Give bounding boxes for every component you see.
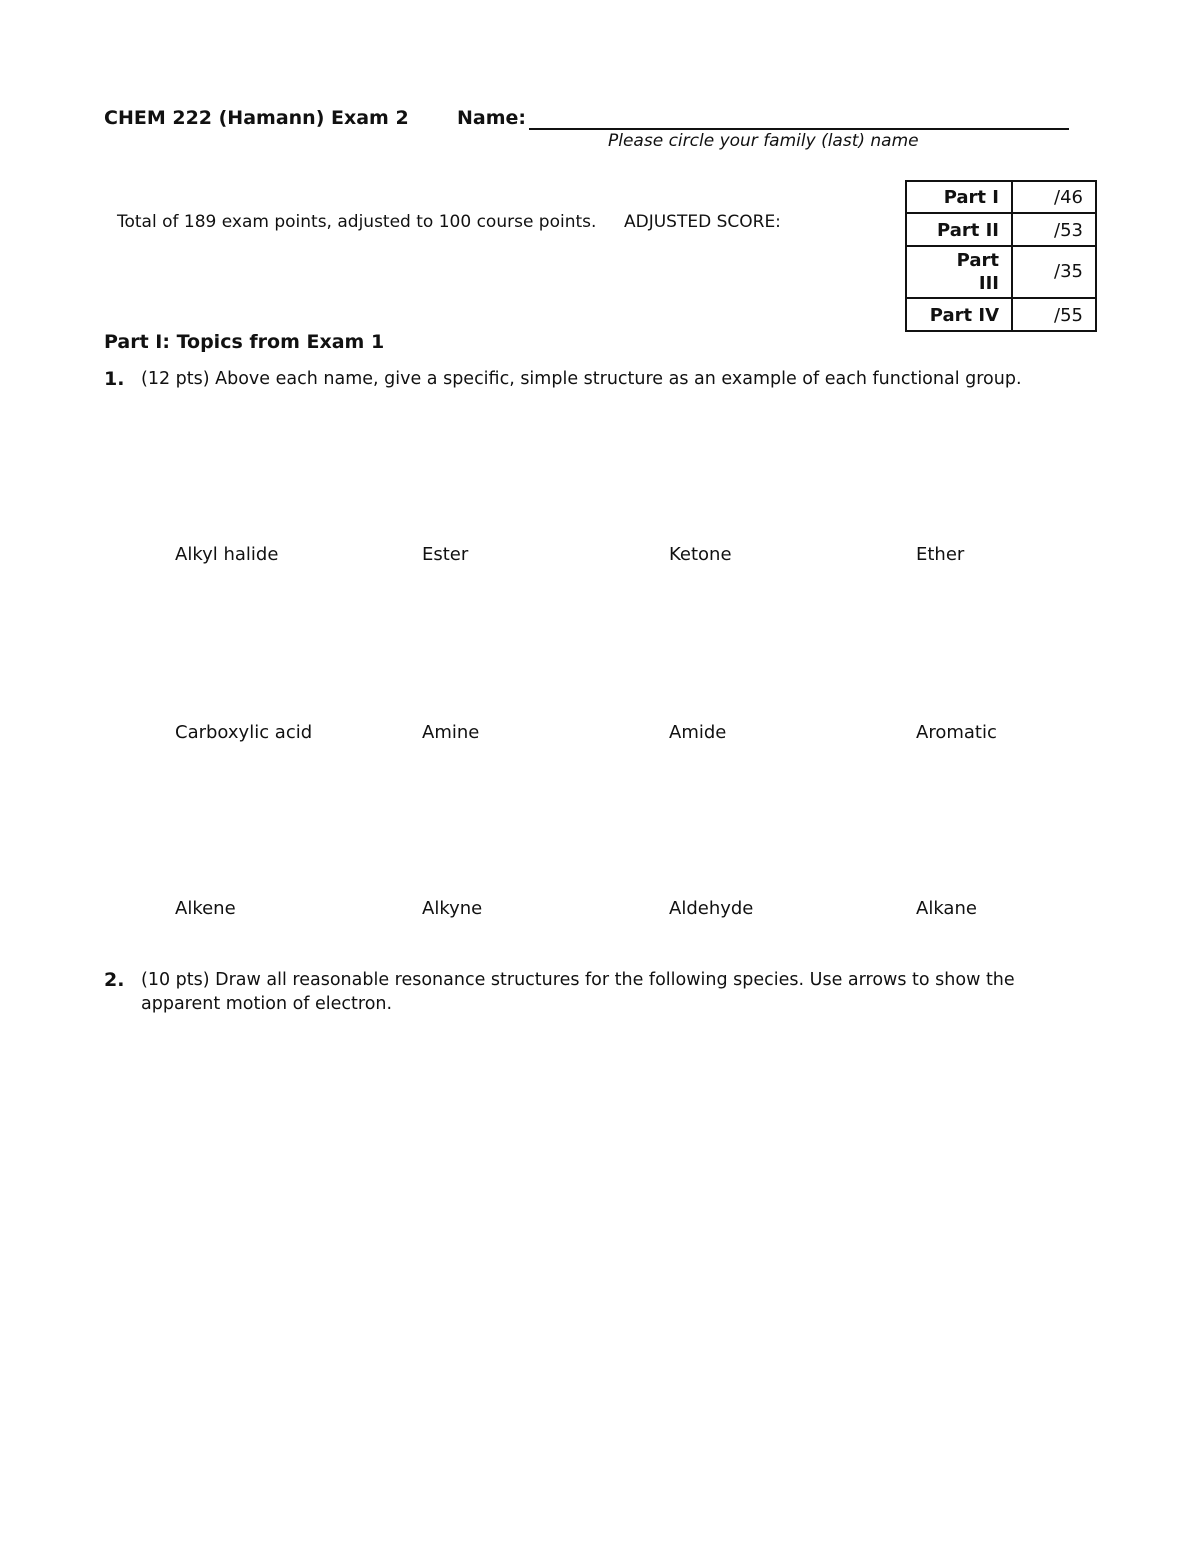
functional-group-label: Alkyne <box>422 898 483 919</box>
part1-heading: Part I: Topics from Exam 1 <box>104 331 385 353</box>
score-part-label-line1: Part <box>956 250 999 271</box>
score-part-label: Part IV <box>906 298 1012 331</box>
exam-title: CHEM 222 (Hamann) Exam 2 <box>104 107 409 129</box>
score-row <box>906 181 1096 213</box>
question-2-text: (10 pts) Draw all reasonable resonance structures for the following species. Use arrows to show the apparent motion of electron. <box>141 970 1015 1014</box>
functional-group-label: Ketone <box>669 544 732 565</box>
name-hint: Please circle your family (last) name <box>608 131 919 151</box>
functional-group-label: Alkane <box>916 898 977 919</box>
functional-group-label: Aldehyde <box>669 898 754 919</box>
score-part-label: Part I <box>906 181 1012 213</box>
score-part-label <box>906 246 1012 298</box>
adjusted-score-label: ADJUSTED SCORE: <box>624 212 781 232</box>
functional-group-label: Ester <box>422 544 469 565</box>
score-part-points[interactable]: /35 <box>1012 246 1096 298</box>
functional-group-label: Alkyl halide <box>175 544 279 565</box>
question-1-number: 1. <box>104 368 125 390</box>
score-part-label: Part II <box>906 213 1012 246</box>
score-table <box>905 180 1097 332</box>
functional-group-label: Ether <box>916 544 965 565</box>
functional-group-label: Amide <box>669 722 727 743</box>
score-row <box>906 298 1096 331</box>
score-part-points[interactable]: /46 <box>1012 181 1096 213</box>
functional-group-label: Carboxylic acid <box>175 722 313 743</box>
score-row <box>906 213 1096 246</box>
score-part-points[interactable]: /55 <box>1012 298 1096 331</box>
name-label: Name: <box>457 107 527 129</box>
question-2-number: 2. <box>104 969 125 991</box>
functional-group-label: Aromatic <box>916 722 997 743</box>
total-points-note: Total of 189 exam points, adjusted to 100 course points. <box>117 212 597 232</box>
functional-group-label: Alkene <box>175 898 236 919</box>
score-part-points[interactable]: /53 <box>1012 213 1096 246</box>
functional-group-label: Amine <box>422 722 480 743</box>
name-input-line[interactable] <box>529 128 1069 130</box>
score-part-label-line2: III <box>978 273 999 294</box>
score-row <box>906 246 1096 298</box>
question-1-text: (12 pts) Above each name, give a specific, simple structure as an example of each functional group. <box>141 369 1022 389</box>
